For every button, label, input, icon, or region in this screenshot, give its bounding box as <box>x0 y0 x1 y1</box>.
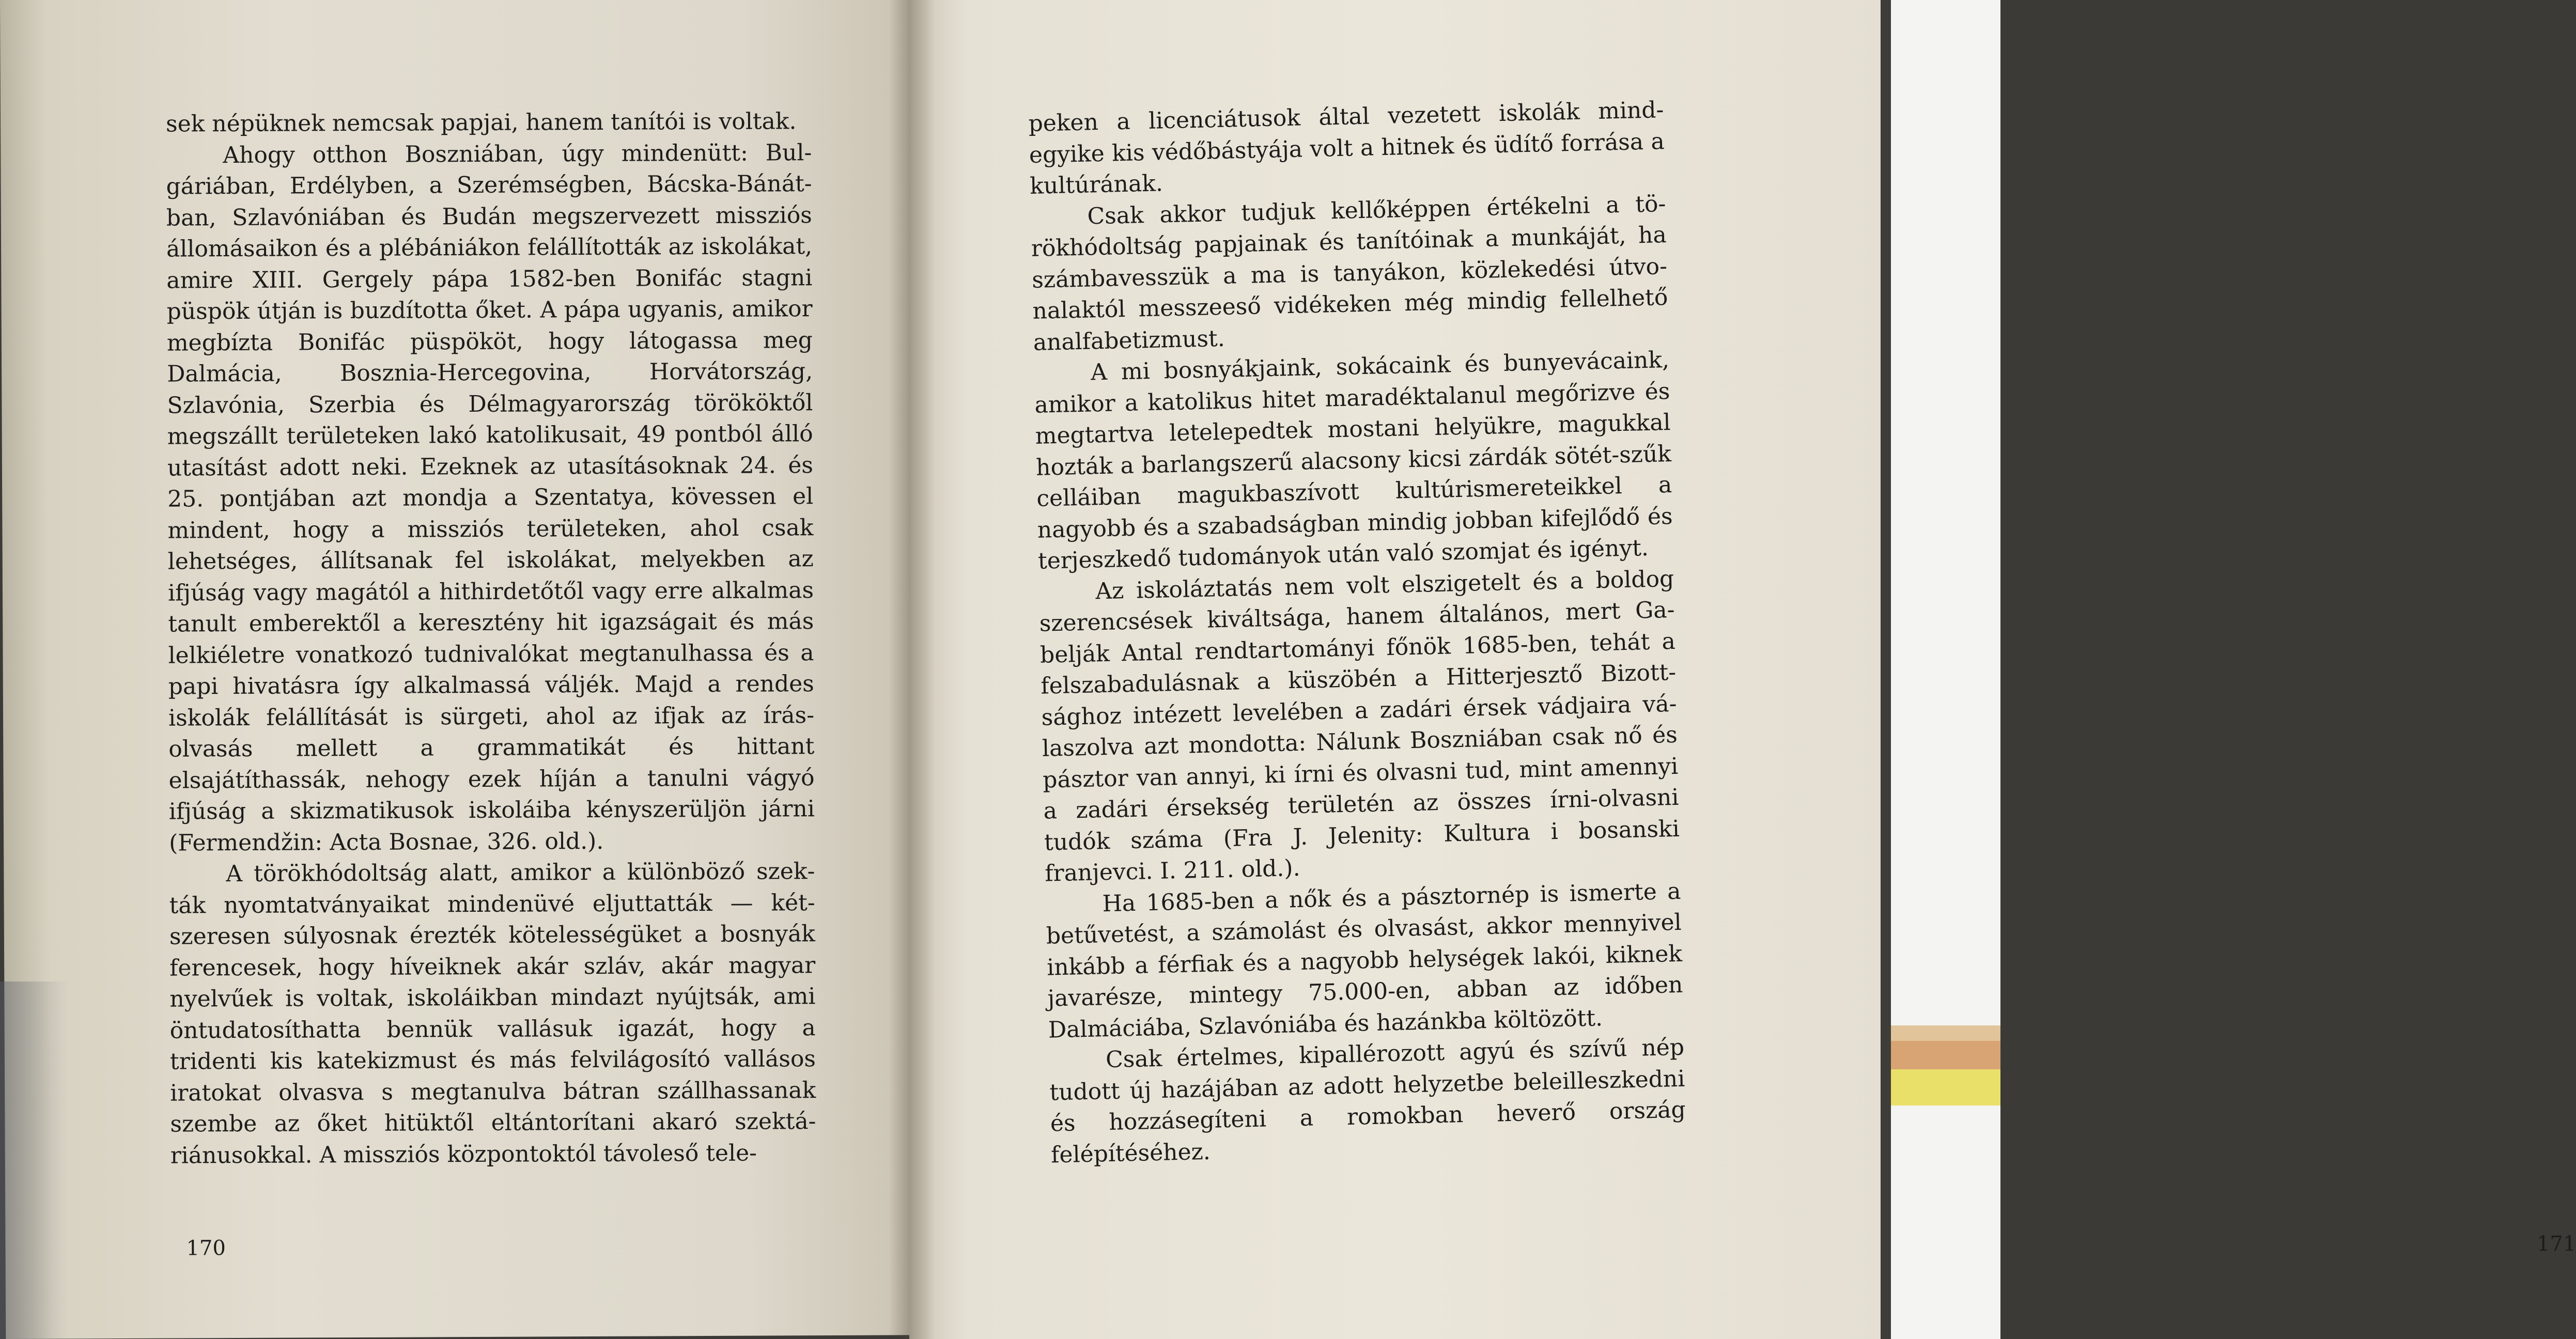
right-paragraph-4: Az iskoláztatás nem volt elszigetelt és a boldog szerencsések kiváltsága, hanem általános, mert Gabelják Antal rendtartományi főnök 1685-ben, tehát a felszabadulásnak a küszöbén a Hitterjesztő Bizottsághoz intézett levelében a zadári érsek vádjaira válaszolva azt mondotta: Nálunk Boszniában csak nő és pásztor van annyi, ki írni és olvasni tud, mint amennyi a zadári érsekség területén az összes írni-olvasni tudók száma (Fra J. Jelenity: Kultura i bosanski franjevci. I. 211. old.). <box>1039 565 1680 887</box>
page-number-left: 170 <box>186 1236 226 1260</box>
color-band-2 <box>1891 1041 2000 1069</box>
right-paragraph-5: Ha 1685-ben a nők és a pásztornép is ismerte a betűvetést, a számolást és olvasást, akkor mennyivel inkább a férfiak és a nagyobb helységek lakói, kiknek javarésze, mintegy 75.000-en, abban az időben Dalmáciába, Szlavóniába és hazánkba költözött. <box>1046 878 1683 1044</box>
right-paragraph-3: A mi bosnyákjaink, sokácaink és bunyevácaink, amikor a katolikus hitet maradéktalanul megőrizve és megtartva letelepedtek mostani helyükre, magukkal hozták a barlangszerű alacsony kicsi zárdák sötét-szűk celláiban magukbaszívott kultúrismereteikkel a nagyobb és a szabadságban mindig jobban kifejlődő és terjeszkedő tudományok után való szomjat és igényt. <box>1034 347 1673 574</box>
left-page <box>0 0 930 1339</box>
corner-shadow <box>0 982 67 1339</box>
book-gutter <box>889 0 935 1339</box>
left-page-text <box>166 106 816 1171</box>
right-paragraph-2: Csak akkor tudjuk kellőképpen értékelni a törökhódoltság papjainak és tanítóinak a munkáját, ha számbavesszük a ma is tanyákon, közlekedési útvonalaktól messzeeső vidékeken még mindig fellelhető analfabetizmust. <box>1031 190 1668 356</box>
color-band-1 <box>1891 1025 2000 1041</box>
right-paragraph-1: peken a licenciátusok által vezetett iskolák mindegyike kis védőbástyája volt a hitnek és üdítő forrása a kultúrának. <box>1028 97 1665 199</box>
background-edge <box>1881 0 2000 1339</box>
color-band-3 <box>1891 1069 2000 1106</box>
left-paragraph-2: Ahogy otthon Boszniában, úgy mindenütt: Bulgáriában, Erdélyben, a Szerémségben, Bácska-Bánátban, Szlavóniában és Budán megszervezett missziós állomásaikon és a plébániákon felállították az iskolákat, amire XIII. Gergely pápa 1582-ben Bonifác stagni püspök útján is buzdította őket. A pápa ugyanis, amikor megbízta Bonifác püspököt, hogy látogassa meg Dalmácia, Bosznia-Hercegovina, Horvátország, Szlavónia, Szerbia és Délmagyarország törököktől megszállt területeken lakó katolikusait, 49 pontból álló utasítást adott neki. Ezeknek az utasításoknak 24. és 25. pontjában azt mondja a Szentatya, kövessen el mindent, hogy a missziós területeken, ahol csak lehetséges, állítsanak fel iskolákat, melyekben az ifjúság vagy magától a hithirdetőtől vagy erre alkalmas tanult emberektől a keresztény hit igazságait és más lelkiéletre vonatkozó tudnivalókat megtanulhassa és a papi hivatásra így alkalmassá váljék. Majd a rendes iskolák felállítását is sürgeti, ahol az ifjak az írás-olvasás mellett a grammatikát és hittant elsajátíthassák, nehogy ezek híján a tanulni vágyó ifjúság a skizmatikusok iskoláiba kényszerüljön járni (Fermendžin: Acta Bosnae, 326. old.). <box>166 139 815 857</box>
book-edge-dark <box>1881 0 1891 1339</box>
left-paragraph-1: sek népüknek nemcsak papjai, hanem tanítói is voltak. <box>165 108 797 137</box>
page-number-right: 171 <box>2537 1232 2576 1256</box>
right-paragraph-6: Csak értelmes, kipallérozott agyú és szívű nép tudott új hazájában az adott helyzetbe beleilleszkedni és hozzásegíteni a romokban heverő ország felépítéséhez. <box>1049 1034 1686 1169</box>
right-page-text <box>1028 95 1687 1171</box>
left-paragraph-3: A törökhódoltság alatt, amikor a különböző szekták nyomtatványaikat mindenüvé eljuttatták — kétszeresen súlyosnak érezték kötelességüket a bosnyák ferencesek, hogy híveiknek akár szláv, akár magyar nyelvűek is voltak, iskoláikban mindazt nyújtsák, ami öntudatosíthatta bennük vallásuk igazát, hogy a tridenti kis katekizmust és más felvilágosító vallásos iratokat olvasva s megtanulva bátran szállhassanak szembe az őket hitüktől eltántorítani akaró szektáriánusokkal. A missziós központoktól távoleső tele- <box>169 858 816 1169</box>
